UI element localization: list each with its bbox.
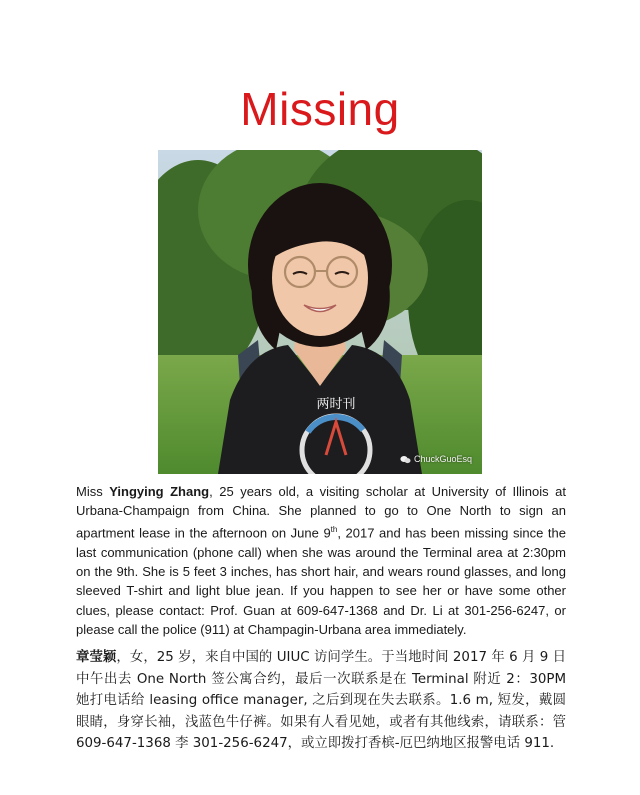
english-part-1: , 25 years old, a visiting scholar at University of Illinois at Urbana-Champaign from China. She planned to go to One North to sign an apartment lease in the afternoon on June 9: [76, 484, 566, 541]
photo-illustration: [158, 150, 482, 474]
english-superscript: th: [330, 525, 338, 535]
shirt-text: 两时刊: [316, 397, 356, 412]
chinese-description: [76, 647, 566, 755]
person-name-english: Yingying Zhang: [109, 484, 210, 499]
english-part-2: , 2017 and has been missing since the last communication (phone call) when she was around the Terminal area at 2:30pm on the 9th. She is 5 feet 3 inches, has short hair, and wears round glasses, and long sleeved T-shirt and light blue jean. If you happen to see her or have some other clues, please contact: Prof. Guan at 609-647-1368 and Dr. Li at 301-256-6247, or please call the police (911) at Champagin-Urbana area immediately.: [76, 525, 566, 637]
photo-watermark: [400, 454, 472, 464]
chinese-body: ，女，25 岁，来自中国的 UIUC 访问学生。于当地时间 2017 年 6 月 9 日中午出去 One North 签公寓合约，最后一次联系是在 Terminal 附近 2：30PM 她打电话给 leasing office manager, 之后到现在失去联系。1.6 m, 短发，戴圆眼睛，身穿长袖，浅蓝色牛仔裤。如果有人看见她，或者有其他线索，请联系：管 609-647-1368 李 301-256-6247，或立即拨打香槟-厄巴纳地区报警电话 911.: [76, 650, 566, 751]
missing-person-photo: [158, 150, 482, 474]
person-name-chinese: 章莹颖: [76, 650, 117, 665]
wechat-icon: [400, 455, 411, 464]
poster-title: Missing: [240, 83, 400, 135]
english-description: [76, 482, 566, 639]
watermark-text: ChuckGuoEsq: [413, 454, 472, 464]
english-prefix: Miss: [76, 484, 110, 499]
